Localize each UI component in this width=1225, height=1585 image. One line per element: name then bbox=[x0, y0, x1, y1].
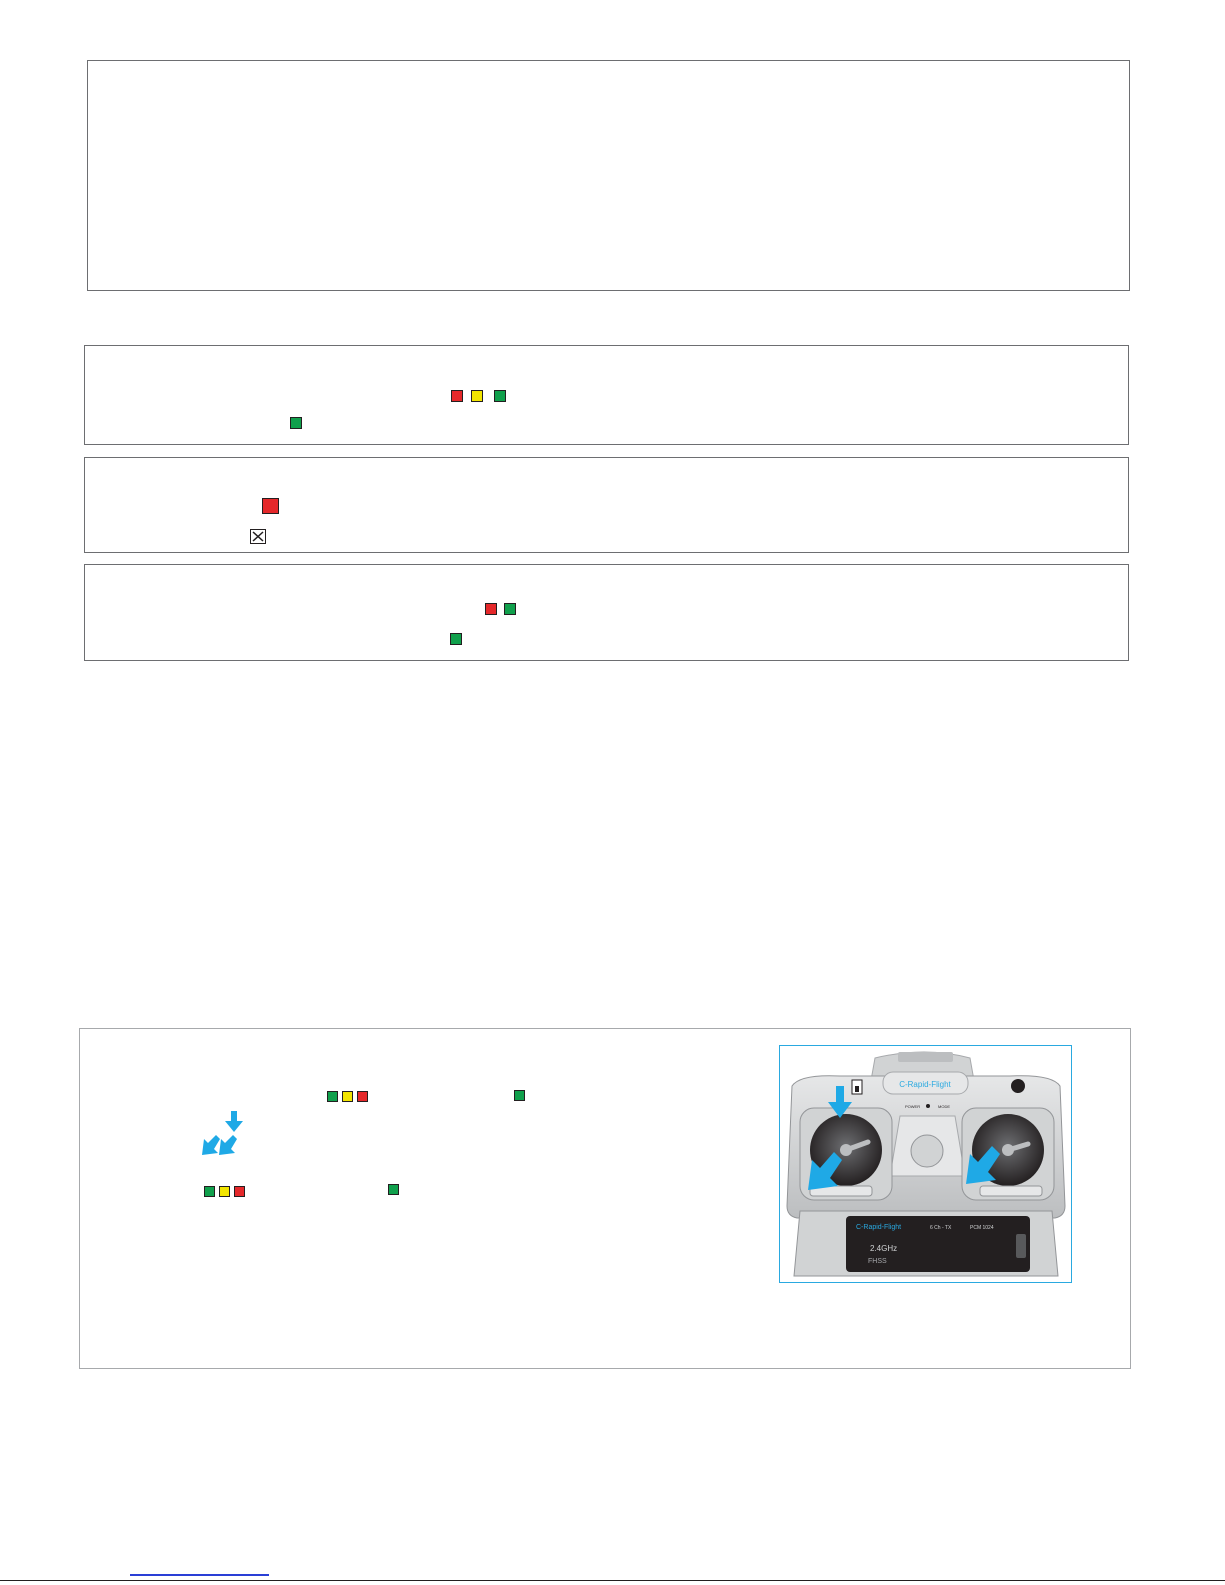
content-panel-4 bbox=[84, 564, 1129, 661]
status-indicator-green bbox=[504, 603, 516, 615]
status-indicator-green bbox=[388, 1184, 399, 1195]
transmitter-photo bbox=[779, 1045, 1072, 1283]
status-indicator-red bbox=[262, 498, 279, 514]
footer-rule bbox=[0, 1580, 1225, 1581]
content-panel-2 bbox=[84, 345, 1129, 445]
arrow-down-left-icon bbox=[219, 1135, 239, 1155]
module-brand: C-Rapid-Flight bbox=[856, 1224, 902, 1231]
status-indicator-green bbox=[450, 633, 462, 645]
status-indicator-green bbox=[290, 417, 302, 429]
model-label: 6 Ch - TX bbox=[930, 1225, 952, 1231]
content-panel-1 bbox=[87, 60, 1130, 291]
status-indicator-red bbox=[234, 1186, 245, 1197]
band-label: 2.4GHz bbox=[870, 1244, 898, 1253]
arrow-down-icon bbox=[224, 1111, 244, 1133]
status-indicator-yellow bbox=[471, 390, 483, 402]
power-label: POWER bbox=[905, 1104, 921, 1109]
status-indicator-red bbox=[451, 390, 463, 402]
footer-link-underline[interactable] bbox=[130, 1574, 269, 1576]
x-mark-icon bbox=[250, 529, 266, 544]
status-indicator-green bbox=[327, 1091, 338, 1102]
status-indicator-red bbox=[357, 1091, 368, 1102]
status-indicator-green bbox=[494, 390, 506, 402]
mode-label: MODE bbox=[938, 1104, 950, 1109]
content-panel-3 bbox=[84, 457, 1129, 553]
pcm-label: PCM 1024 bbox=[970, 1225, 994, 1231]
status-indicator-red bbox=[485, 603, 497, 615]
status-indicator-yellow bbox=[219, 1186, 230, 1197]
brand-logo: C-Rapid-Flight bbox=[899, 1080, 951, 1089]
status-indicator-green bbox=[514, 1090, 525, 1101]
protocol-label: FHSS bbox=[868, 1258, 887, 1265]
status-indicator-green bbox=[204, 1186, 215, 1197]
status-indicator-yellow bbox=[342, 1091, 353, 1102]
